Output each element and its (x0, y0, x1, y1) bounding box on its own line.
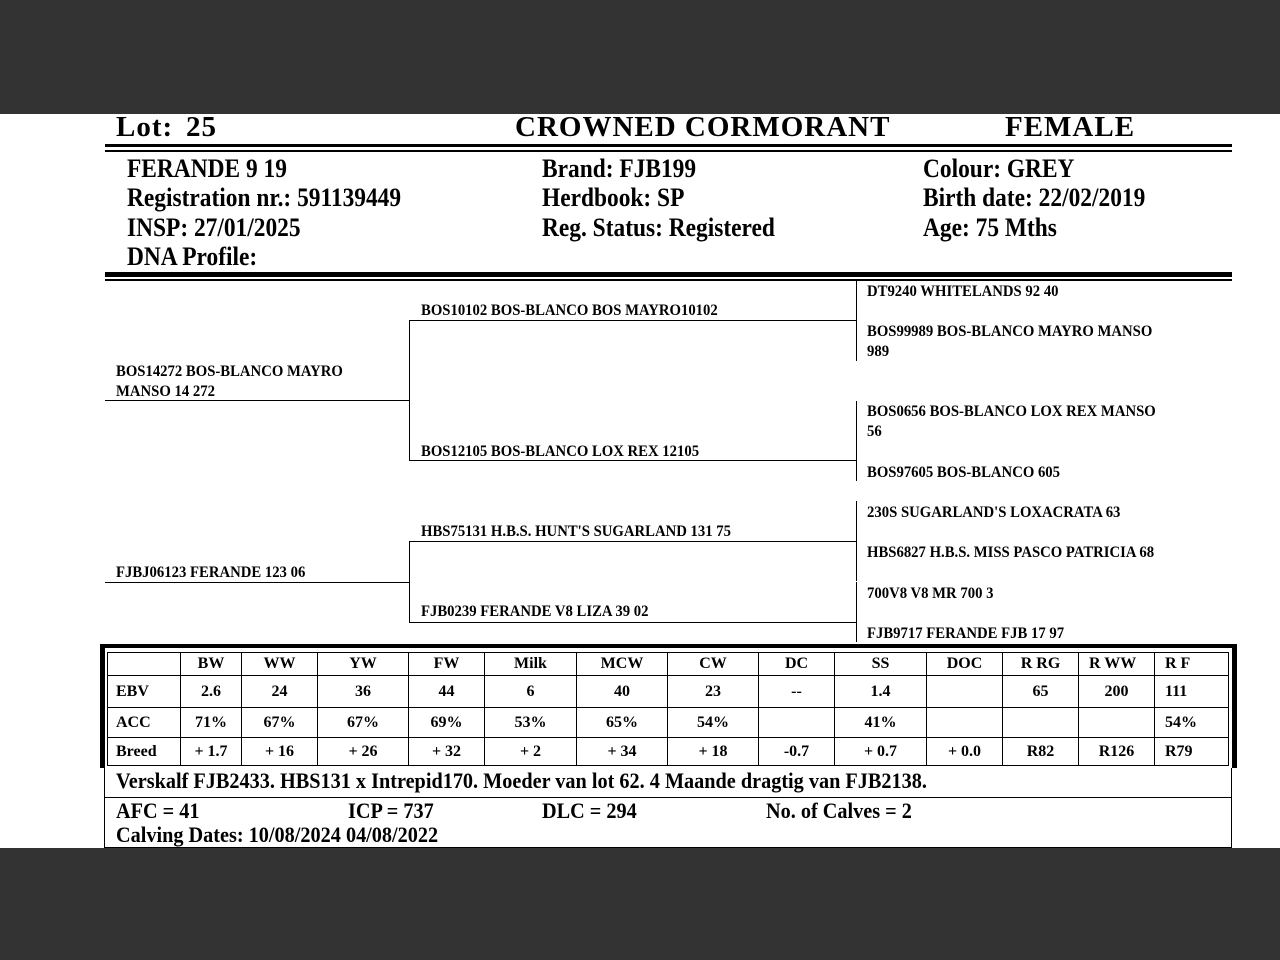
breed-cell: + 16 (242, 738, 318, 766)
ebv-cell: 23 (668, 676, 759, 708)
ebv-header-cell: DOC (927, 653, 1003, 676)
pedigree-g3-7: 700V8 V8 MR 700 3 (867, 585, 994, 602)
ebv-row (108, 676, 1229, 708)
notes-box-bottom (104, 847, 1232, 848)
sex-label: FEMALE (1005, 114, 1136, 143)
breed-cell: R126 (1079, 738, 1155, 766)
pedigree-sire-dam: BOS12105 BOS-BLANCO LOX REX 12105 (421, 443, 700, 460)
ebv-cell: 40 (577, 676, 668, 708)
acc-row-label: ACC (108, 708, 181, 738)
acc-cell: 67% (242, 708, 318, 738)
ebv-cell: 65 (1003, 676, 1079, 708)
ebv-header-cell: R RG (1003, 653, 1079, 676)
herdbook: Herdbook: SP (542, 183, 685, 212)
pedigree-g3-1: DT9240 WHITELANDS 92 40 (867, 283, 1059, 300)
ebv-table (107, 652, 1229, 766)
breed-cell: + 32 (409, 738, 485, 766)
ebv-frame-right (1232, 644, 1237, 768)
ebv-header-cell: YW (318, 653, 409, 676)
ebv-header-cell: MCW (577, 653, 668, 676)
ebv-frame-left (100, 644, 105, 768)
g3-bracket-1 (856, 280, 857, 361)
afc-stat: AFC = 41 (116, 798, 200, 823)
pedigree-dam-sire: HBS75131 H.B.S. HUNT'S SUGARLAND 131 75 (421, 523, 731, 540)
sire-sire-line (409, 320, 856, 321)
pedigree-sire: BOS14272 BOS-BLANCO MAYRO MANSO 14 272 (116, 363, 343, 400)
pedigree-g3-8: FJB9717 FERANDE FJB 17 97 (867, 625, 1065, 642)
breed-cell: + 0.7 (835, 738, 927, 766)
ebv-header-cell: R F (1155, 653, 1229, 676)
ebv-header-cell: BW (181, 653, 242, 676)
catalogue-page (0, 114, 1280, 848)
ebv-cell: 44 (409, 676, 485, 708)
ebv-header-cell: DC (759, 653, 835, 676)
pedigree-g3-3: BOS0656 BOS-BLANCO LOX REX MANSO 56 (867, 403, 1156, 440)
breed-cell: + 26 (318, 738, 409, 766)
ebv-header-cell (108, 653, 181, 676)
acc-cell: 69% (409, 708, 485, 738)
sire-bracket (409, 320, 410, 460)
pedigree-g3-2: BOS99989 BOS-BLANCO MAYRO MANSO 989 (867, 323, 1153, 360)
ebv-cell: 1.4 (835, 676, 927, 708)
breed-cell: + 0.0 (927, 738, 1003, 766)
dam-dam-line (409, 622, 856, 623)
notes-divider (104, 797, 1232, 798)
notes-box-left (104, 768, 105, 848)
ebv-row-label: EBV (108, 676, 181, 708)
calving-dates: Calving Dates: 10/08/2024 04/08/2022 (116, 822, 439, 847)
pedigree-g3-6: HBS6827 H.B.S. MISS PASCO PATRICIA 68 (867, 544, 1155, 561)
acc-cell: 71% (181, 708, 242, 738)
sire-line (105, 400, 409, 401)
ebv-header-cell: Milk (485, 653, 577, 676)
pedigree-dam-dam: FJB0239 FERANDE V8 LIZA 39 02 (421, 603, 649, 620)
pedigree-g3-4: BOS97605 BOS-BLANCO 605 (867, 464, 1061, 481)
dam-bracket (409, 541, 410, 622)
breed-cell: -0.7 (759, 738, 835, 766)
registration-number: Registration nr.: 591139449 (127, 183, 402, 212)
comments: Verskalf FJB2433. HBS131 x Intrepid170. Moeder van lot 62. 4 Maande dragtig van FJB2138. (116, 768, 927, 793)
acc-row (108, 708, 1229, 738)
ebv-cell: 111 (1155, 676, 1229, 708)
g3-bracket-2 (856, 401, 857, 481)
breed-cell: + 18 (668, 738, 759, 766)
acc-cell: 54% (1155, 708, 1229, 738)
lot-number: 25 (186, 114, 217, 143)
notes-box-right (1231, 768, 1232, 848)
acc-cell: 41% (835, 708, 927, 738)
brand: Brand: FJB199 (542, 154, 697, 183)
ebv-cell: 36 (318, 676, 409, 708)
ebv-header-cell: SS (835, 653, 927, 676)
info-divider-inner (105, 279, 1232, 281)
animal-name: FERANDE 9 19 (127, 154, 287, 183)
ebv-cell (927, 676, 1003, 708)
acc-cell: 53% (485, 708, 577, 738)
birth-date: Birth date: 22/02/2019 (923, 183, 1146, 212)
ebv-header-row (108, 653, 1229, 676)
ebv-header-cell: FW (409, 653, 485, 676)
breed-cell: R79 (1155, 738, 1229, 766)
lot-label: Lot: (116, 114, 174, 143)
colour: Colour: GREY (923, 154, 1075, 183)
dlc-stat: DLC = 294 (542, 798, 637, 823)
acc-cell: 67% (318, 708, 409, 738)
breed-cell: R82 (1003, 738, 1079, 766)
ebv-cell: 6 (485, 676, 577, 708)
acc-cell (927, 708, 1003, 738)
dna-profile: DNA Profile: (127, 242, 258, 271)
ebv-header-cell: WW (242, 653, 318, 676)
ebv-cell: 24 (242, 676, 318, 708)
breed-cell: + 2 (485, 738, 577, 766)
dam-sire-line (409, 541, 856, 542)
ebv-cell: 200 (1079, 676, 1155, 708)
ebv-frame-top (100, 644, 1237, 648)
icp-stat: ICP = 737 (348, 798, 434, 823)
header-divider-inner (105, 150, 1232, 152)
acc-cell: 54% (668, 708, 759, 738)
reg-status: Reg. Status: Registered (542, 213, 775, 242)
insp-date: INSP: 27/01/2025 (127, 213, 301, 242)
breed-cell: + 34 (577, 738, 668, 766)
acc-cell (759, 708, 835, 738)
dam-line (105, 582, 409, 583)
g3-bracket-4 (856, 582, 857, 642)
acc-cell (1079, 708, 1155, 738)
breed-cell: + 1.7 (181, 738, 242, 766)
pedigree-g3-5: 230S SUGARLAND'S LOXACRATA 63 (867, 504, 1121, 521)
ebv-header-cell: CW (668, 653, 759, 676)
breed-title: CROWNED CORMORANT (515, 114, 891, 143)
pedigree-sire-sire: BOS10102 BOS-BLANCO BOS MAYRO10102 (421, 302, 718, 319)
info-divider (105, 272, 1232, 277)
acc-cell: 65% (577, 708, 668, 738)
breed-row (108, 738, 1229, 766)
sire-dam-line (409, 460, 856, 461)
calves-stat: No. of Calves = 2 (766, 798, 912, 823)
header-divider (105, 144, 1232, 147)
ebv-header-cell: R WW (1079, 653, 1155, 676)
ebv-cell: 2.6 (181, 676, 242, 708)
breed-row-label: Breed (108, 738, 181, 766)
age: Age: 75 Mths (923, 213, 1057, 242)
acc-cell (1003, 708, 1079, 738)
pedigree-dam: FJBJ06123 FERANDE 123 06 (116, 564, 306, 581)
g3-bracket-3 (856, 501, 857, 581)
ebv-cell: -- (759, 676, 835, 708)
